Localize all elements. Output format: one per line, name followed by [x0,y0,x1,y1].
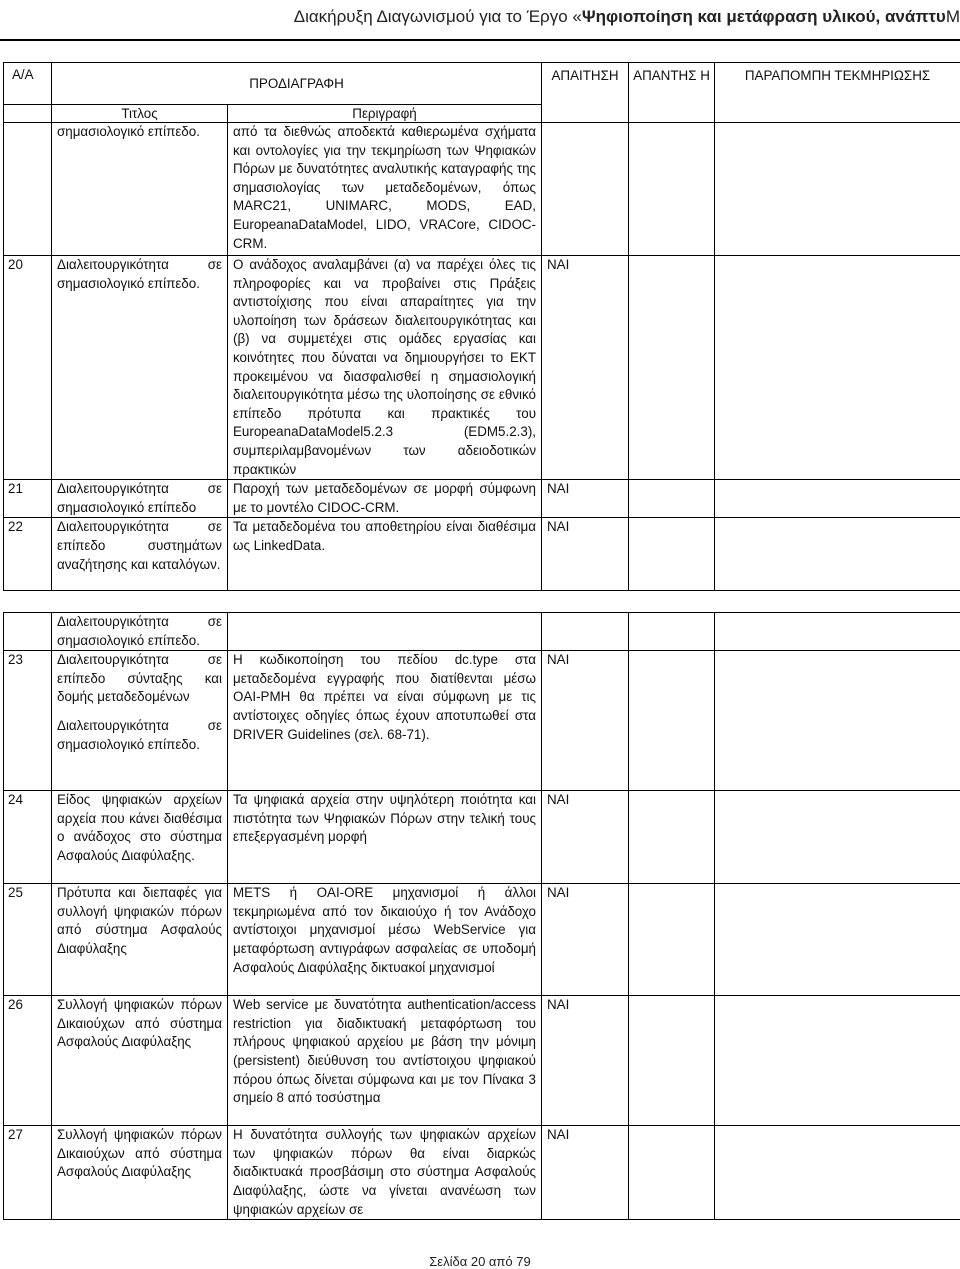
row-title: Συλλογή ψηφιακών πόρων Δικαιούχων από σύστημα Ασφαλούς Διαφύλαξης [52,1126,228,1220]
row-description: Η κωδικοποίηση του πεδίου dc.type στα μεταδεδομένα εγγραφής που διατίθενται μέσω OAI-PMH θα πρέπει να είναι σύμφωνη με τις αντίστοιχες οδηγίες όπως έχουν αποτυπωθεί στα DRIVER Guidelines (σελ. 68-71). [228,651,542,791]
row-description: Web service με δυνατότητα authentication/access restriction για διαδικτυακή μεταφόρτωση του πλήρους ψηφιακού αρχείου με βάση την μόνιμη (persistent) διεύθυνση του αντίστοιχου ψηφιακού πόρου όπως δίνεται σύμφωνα και με τον Πίνακα 3 σημείο 8 από τοσύστημα [228,996,542,1126]
row-requirement: ΝΑΙ [542,256,629,480]
header-parapompi: ΠΑΡΑΠΟΜΠΗ ΤΕΚΜΗΡΙΩΣΗΣ [715,63,960,123]
row-answer [629,256,715,480]
row-number: 24 [4,791,52,884]
table-row [4,651,960,791]
row-answer [629,996,715,1126]
row-description: Παροχή των μεταδεδομένων σε μορφή σύμφωνη με το μοντέλο CIDOC-CRM. [228,480,542,518]
row-description: Η δυνατότητα συλλογής των ψηφιακών αρχείων των ψηφιακών πόρων θα είναι διαρκώς διαδικτυακά προσβάσιμη στο σύστημα Ασφαλούς Διαφύλαξης, ώστε να γίνεται ανανέωση των ψηφιακών αρχείων σε [228,1126,542,1220]
row-title: Διαλειτουργικότητα σε σημασιολογικό επίπεδο. [52,613,228,651]
header-prodiagrafi: ΠΡΟΔΙΑΓΡΑΦΗ [52,63,542,105]
header-apantisi: ΑΠΑΝΤΗΣ Η [629,63,715,123]
document-header [0,2,960,32]
row-requirement [542,613,629,651]
row-title: σημασιολογικό επίπεδο. [52,123,228,256]
row-number: 25 [4,884,52,996]
row-requirement: ΝΑΙ [542,480,629,518]
row-reference [715,996,960,1126]
row-number: 23 [4,651,52,791]
row-title: Πρότυπα και διεπαφές για συλλογή ψηφιακών πόρων από σύστημα Ασφαλούς Διαφύλαξης [52,884,228,996]
row-title-secondary: Διαλειτουργικότητα σε σημασιολογικό επίπεδο. [57,717,222,754]
header-title: Ψηφιοποίηση και μετάφραση υλικού, ανάπτυ [582,7,946,26]
row-requirement: ΝΑΙ [542,884,629,996]
row-title: Διαλειτουργικότητα σε σημασιολογικό επίπεδο [52,480,228,518]
row-number [4,123,52,256]
row-title: Είδος ψηφιακών αρχείων αρχεία που κάνει διαθέσιμα ο ανάδοχος στο σύστημα Ασφαλούς Διαφύλαξης. [52,791,228,884]
row-reference [715,123,960,256]
row-description: Τα μεταδεδομένα του αποθετηρίου είναι διαθέσιμα ως LinkedData. [228,518,542,591]
row-requirement: ΝΑΙ [542,1126,629,1220]
row-requirement: ΝΑΙ [542,651,629,791]
row-title-gap [57,707,222,717]
row-title-cell [52,651,228,791]
row-requirement [542,123,629,256]
row-reference [715,613,960,651]
row-requirement: ΝΑΙ [542,518,629,591]
table-row [4,613,960,651]
row-description: Ο ανάδοχος αναλαμβάνει (α) να παρέχει όλες τις πληροφορίες και να προβαίνει στις Πράξεις αντιστοίχισης που είναι απαραίτητες για την υλοποίηση των δράσεων διαλειτουργικότητας και (β) να συμμετέχει στις ομάδες εργασίας και κοινότητες που δύναται να δημιουργήσει το ΕΚΤ προκειμένου να διασφαλισθεί η σημασιολογική διαλειτουργικότητα μέσω της υλοποίησης σε εθνικό επίπεδο πρότυπα και πρακτικές του EuropeanaDataModel5.2.3 (EDM5.2.3), συμπεριλαμβανομένων των αδειοδοτικών πρακτικών [228,256,542,480]
header-tail: Μ [946,7,960,26]
row-description [228,613,542,651]
row-requirement: ΝΑΙ [542,996,629,1126]
row-number [4,613,52,651]
header-aa-sub [4,105,52,123]
header-prefix: Διακήρυξη Διαγωνισμού για το Έργο « [294,7,582,26]
row-reference [715,1126,960,1220]
row-reference [715,884,960,996]
row-answer [629,480,715,518]
row-description: METS ή OAI-ORE μηχανισμοί ή άλλοι τεκμηριωμένα από τον δικαιούχο ή τον Ανάδοχο αντίστοιχοι μηχανισμοί μέσω WebService για μεταφόρτωση αντιγράφων ασφαλείας σε υποδομή Ασφαλούς Διαφύλαξης δικτυακοί μηχανισμοί [228,884,542,996]
row-number: 22 [4,518,52,591]
table-row [4,256,960,480]
row-reference [715,791,960,884]
row-number: 26 [4,996,52,1126]
row-answer [629,613,715,651]
row-reference [715,256,960,480]
table-row [4,884,960,996]
row-title: Συλλογή ψηφιακών πόρων Δικαιούχων από σύστημα Ασφαλούς Διαφύλαξης [52,996,228,1126]
row-answer [629,884,715,996]
row-reference [715,480,960,518]
header-perigrafi: Περιγραφή [228,105,542,123]
spec-table-top [3,62,960,591]
row-answer [629,123,715,256]
row-number: 20 [4,256,52,480]
table-row [4,123,960,256]
table-row [4,791,960,884]
row-answer [629,518,715,591]
row-answer [629,791,715,884]
row-number: 27 [4,1126,52,1220]
row-reference [715,651,960,791]
row-description: Τα ψηφιακά αρχεία στην υψηλότερη ποιότητα και πιστότητα των Ψηφιακών Πόρων στην τελική τους επεξεργασμένη μορφή [228,791,542,884]
spec-table-bottom [3,612,960,1220]
row-answer [629,1126,715,1220]
header-rule [0,39,960,41]
page-number: Σελίδα 20 από 79 [0,1254,960,1269]
table-row [4,996,960,1126]
header-aa: Α/Α [4,63,52,105]
row-description: από τα διεθνώς αποδεκτά καθιερωμένα σχήματα και οντολογίες για την τεκμηρίωση των Ψηφιακών Πόρων με δυνατότητες αναλυτικής καταγραφής της σημασιολογίας των μεταδεδομένων, όπως MARC21, UNIMARC, MODS, EAD, EuropeanaDataModel, LIDO, VRACore, CIDOC-CRM. [228,123,542,256]
row-title: Διαλειτουργικότητα σε επίπεδο σύνταξης και δομής μεταδεδομένων [57,651,222,707]
row-title: Διαλειτουργικότητα σε επίπεδο συστημάτων αναζήτησης και καταλόγων. [52,518,228,591]
row-number: 21 [4,480,52,518]
row-title: Διαλειτουργικότητα σε σημασιολογικό επίπεδο. [52,256,228,480]
row-requirement: ΝΑΙ [542,791,629,884]
row-answer [629,651,715,791]
table-row [4,518,960,591]
table-row [4,1126,960,1220]
table-row [4,480,960,518]
header-apaitisi: ΑΠΑΙΤΗΣΗ [542,63,629,123]
header-titlos: Τιτλος [52,105,228,123]
row-reference [715,518,960,591]
